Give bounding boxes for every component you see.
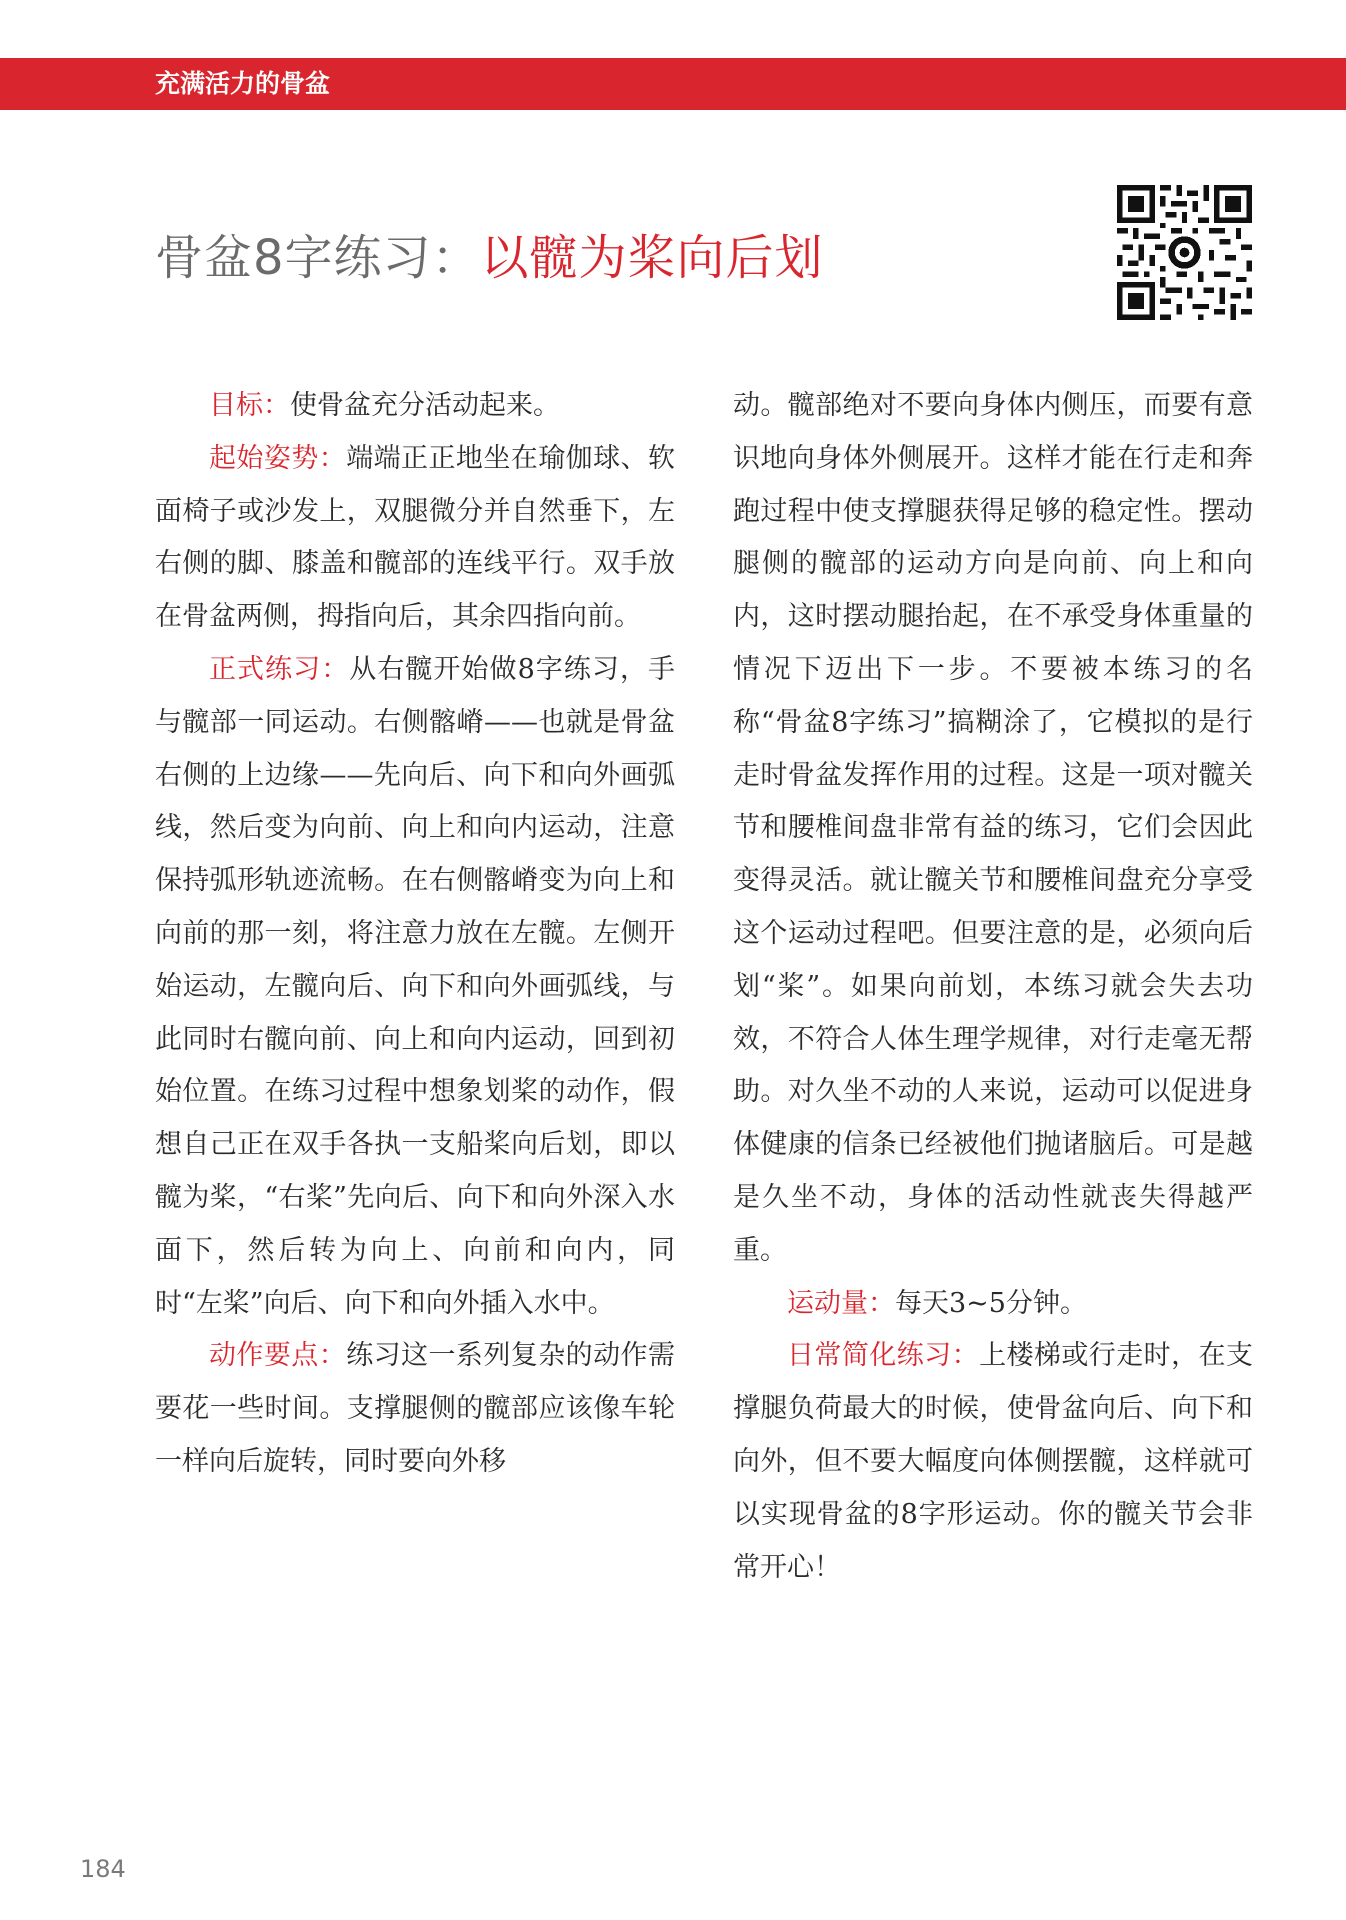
title-subtitle: 以髋为桨向后划 (480, 230, 824, 286)
text-daily: 上楼梯或行走时，在支撑腿负荷最大的时候，使骨盆向后、向下和向外，但不要大幅度向体侧摆髋，这样就可以实现骨盆的8字形运动。你的髋关节会非常开心！ (733, 1340, 1253, 1583)
paragraph-goal (155, 380, 675, 433)
page-title (155, 228, 824, 288)
label-amount: 运动量： (787, 1287, 895, 1319)
label-goal: 目标： (209, 390, 290, 421)
paragraph-key-points (155, 1330, 675, 1488)
paragraph-amount (733, 1278, 1253, 1331)
label-practice: 正式练习： (209, 653, 350, 685)
section-title: 充满活力的骨盆 (155, 69, 331, 98)
section-header-bar (0, 58, 1346, 110)
qr-code-icon (1117, 185, 1252, 320)
left-column (155, 380, 675, 1489)
title-main: 骨盆8字练习： (155, 230, 481, 286)
paragraph-daily (733, 1330, 1253, 1594)
paragraph-key-points-continued: 动。髋部绝对不要向身体内侧压，而要有意识地向身体外侧展开。这样才能在行走和奔跑过程中使支撑腿获得足够的稳定性。摆动腿侧的髋部的运动方向是向前、向上和向内，这时摆动腿抬起，在不承受身体重量的情况下迈出下一步。不要被本练习的名称“骨盆8字练习”搞糊涂了，它模拟的是行走时骨盆发挥作用的过程。这是一项对髋关节和腰椎间盘非常有益的练习，它们会因此变得灵活。就让髋关节和腰椎间盘充分享受这个运动过程吧。但要注意的是，必须向后划“桨”。如果向前划，本练习就会失去功效，不符合人体生理学规律，对行走毫无帮助。对久坐不动的人来说，运动可以促进身体健康的信条已经被他们抛诸脑后。可是越是久坐不动，身体的活动性就丧失得越严重。 (733, 390, 1253, 1266)
label-start-pose: 起始姿势： (209, 442, 347, 474)
text-amount: 每天3~5分钟。 (895, 1287, 1087, 1319)
text-key-points: 练习这一系列复杂的动作需要花一些时间。支撑腿侧的髋部应该像车轮一样向后旋转，同时要向外移 (155, 1340, 675, 1477)
label-key-points: 动作要点： (209, 1340, 347, 1372)
label-daily: 日常简化练习： (787, 1340, 980, 1372)
page-number: 184 (80, 1855, 126, 1883)
paragraph-start-pose (155, 433, 675, 644)
right-column (733, 380, 1253, 1594)
paragraph-practice (155, 644, 675, 1330)
text-practice: 从右髋开始做8字练习，手与髋部一同运动。右侧髂嵴——也就是骨盆右侧的上边缘——先向后、向下和向外画弧线，然后变为向前、向上和向内运动，注意保持弧形轨迹流畅。在右侧髂嵴变为向上和向前的那一刻，将注意力放在左髋。左侧开始运动，左髋向后、向下和向外画弧线，与此同时右髋向前、向上和向内运动，回到初始位置。在练习过程中想象划桨的动作，假想自己正在双手各执一支船桨向后划，即以髋为桨，“右桨”先向后、向下和向外深入水面下，然后转为向上、向前和向内，同时“左桨”向后、向下和向外插入水中。 (155, 653, 676, 1319)
text-goal: 使骨盆充分活动起来。 (290, 390, 560, 421)
text-start-pose: 端端正正地坐在瑜伽球、软面椅子或沙发上，双腿微分并自然垂下，左右侧的脚、膝盖和髋部的连线平行。双手放在骨盆两侧，拇指向后，其余四指向前。 (155, 442, 675, 633)
